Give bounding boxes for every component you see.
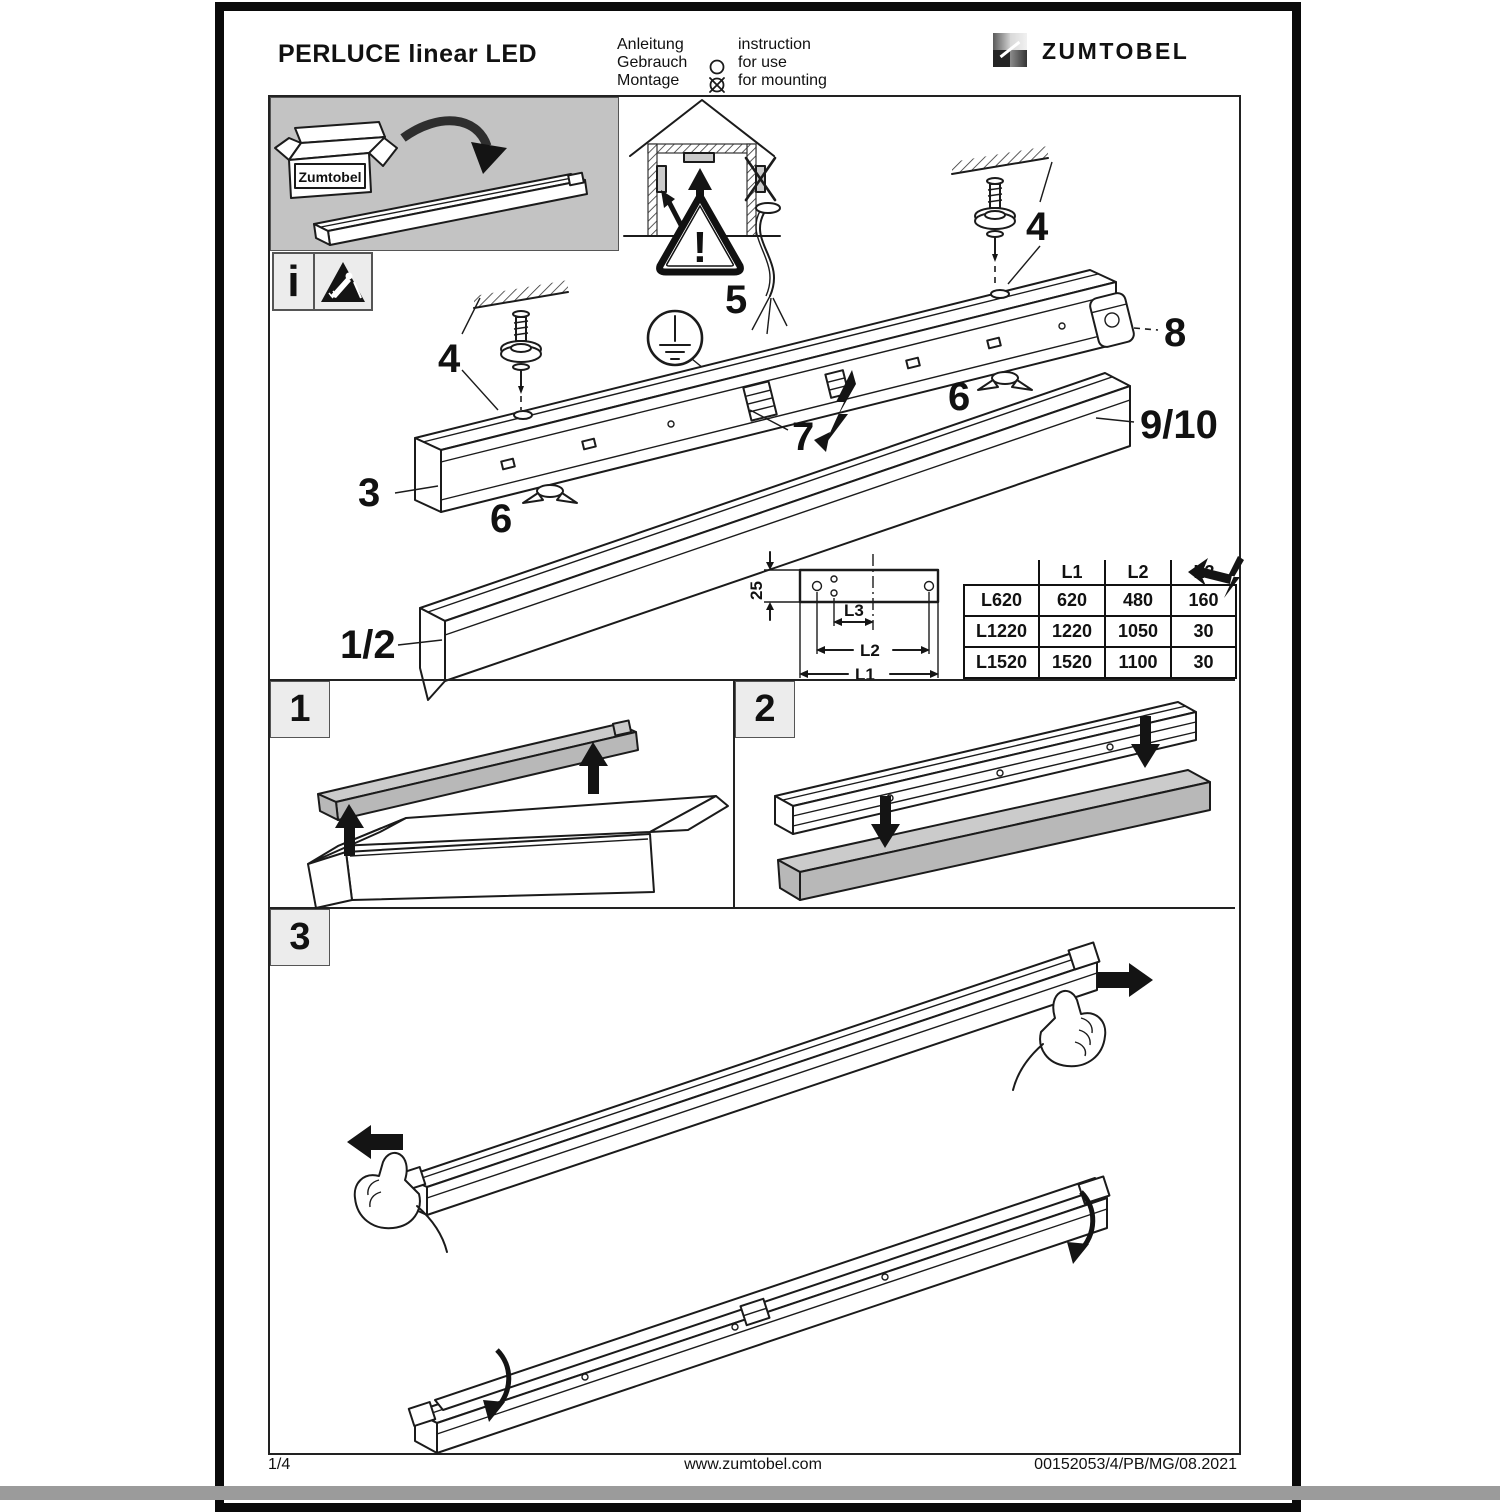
dim-label-l2: L2 [860,641,880,660]
label-leader-8 [1134,328,1158,330]
part-label-cable: 5 [725,278,748,322]
step1-illustration [288,694,728,902]
dim-label-l3: L3 [844,601,864,620]
legend-de-gebrauch: Gebrauch [617,54,688,71]
row-l1: 1520 [1039,647,1105,678]
part-label-cover: 9/10 [1140,403,1218,447]
label-leader-4-left-b [462,370,498,410]
bolt-arrow-icon [1186,556,1244,600]
mains-cable-drawing [752,203,787,334]
label-leader-4-right [1040,162,1052,202]
legend-de-anleitung: Anleitung [617,36,684,53]
ceiling-hatch-right [952,146,1048,174]
bottom-gray-strip [0,1486,1500,1500]
brand-name: ZUMTOBEL [1042,38,1190,64]
info-symbol [274,254,315,309]
part-label-latch-right: 6 [948,375,971,419]
screw-set-right [975,178,1015,288]
row-l1: 620 [1039,585,1105,616]
drill-template-diagram [748,548,953,683]
row-type: L620 [964,585,1039,616]
step2-illustration [750,688,1232,905]
opened-luminaire-drawing [409,1176,1110,1453]
row-type: L1220 [964,616,1039,647]
part-label-geartray: 3 [358,471,381,515]
dim-label-25: 25 [747,581,766,600]
table-row [964,616,1236,647]
row-l3: 30 [1171,647,1236,678]
panel-divider-bottom [270,907,1235,909]
part-label-endcap: 8 [1164,311,1187,355]
row-l3: 30 [1171,616,1236,647]
step3-illustration [285,922,1235,1447]
step-3-label: 3 [289,916,311,958]
part-label-housing: 1/2 [340,623,396,667]
row-l1: 1220 [1039,616,1105,647]
part-label-latch-left: 6 [490,497,513,541]
page-title: PERLUCE linear LED [278,40,538,68]
part-label-screw-left: 4 [438,337,461,381]
part-label-wiring: 7 [792,415,815,459]
template-outline [800,570,938,602]
row-l2: 480 [1105,585,1171,616]
legend-en-instruction: instruction [738,36,811,53]
label-leader-4-right-b [1008,246,1040,284]
warning-exclamation: ! [692,223,708,272]
table-header-blank [964,560,1039,585]
packaging-box-label: Zumtobel [298,169,362,185]
use-symbol-icon [708,58,726,76]
legend-en-for-use: for use [738,54,787,71]
row-l2: 1050 [1105,616,1171,647]
mounting-symbol-icon [708,76,726,94]
info-symbol-label: i [287,256,300,306]
legend-de-montage: Montage [617,72,680,89]
table-header-l2: L2 [1105,560,1171,585]
footer-document-code: 00152053/4/PB/MG/08.2021 [1034,1456,1237,1473]
brand-logo-mark [993,33,1027,67]
step-1-label: 1 [289,688,311,730]
right-arrow-icon [1097,963,1153,997]
footer-page-number: 1/4 [268,1456,291,1473]
ceiling-hatch-left [474,280,568,308]
footer-website: www.zumtobel.com [684,1456,822,1473]
part-label-screw-right: 4 [1026,205,1049,249]
table-header-l1: L1 [1039,560,1105,585]
dim-label-l1: L1 [855,665,875,684]
row-l3: 160 [1171,585,1236,616]
row-type: L1520 [964,647,1039,678]
table-row [964,647,1236,678]
closed-luminaire-drawing [399,942,1100,1215]
screw-set-left [501,311,541,410]
step-2-label: 2 [754,688,776,730]
label-leader-4-left [462,298,480,334]
legend-en-for-mounting: for mounting [738,72,827,89]
row-l2: 1100 [1105,647,1171,678]
